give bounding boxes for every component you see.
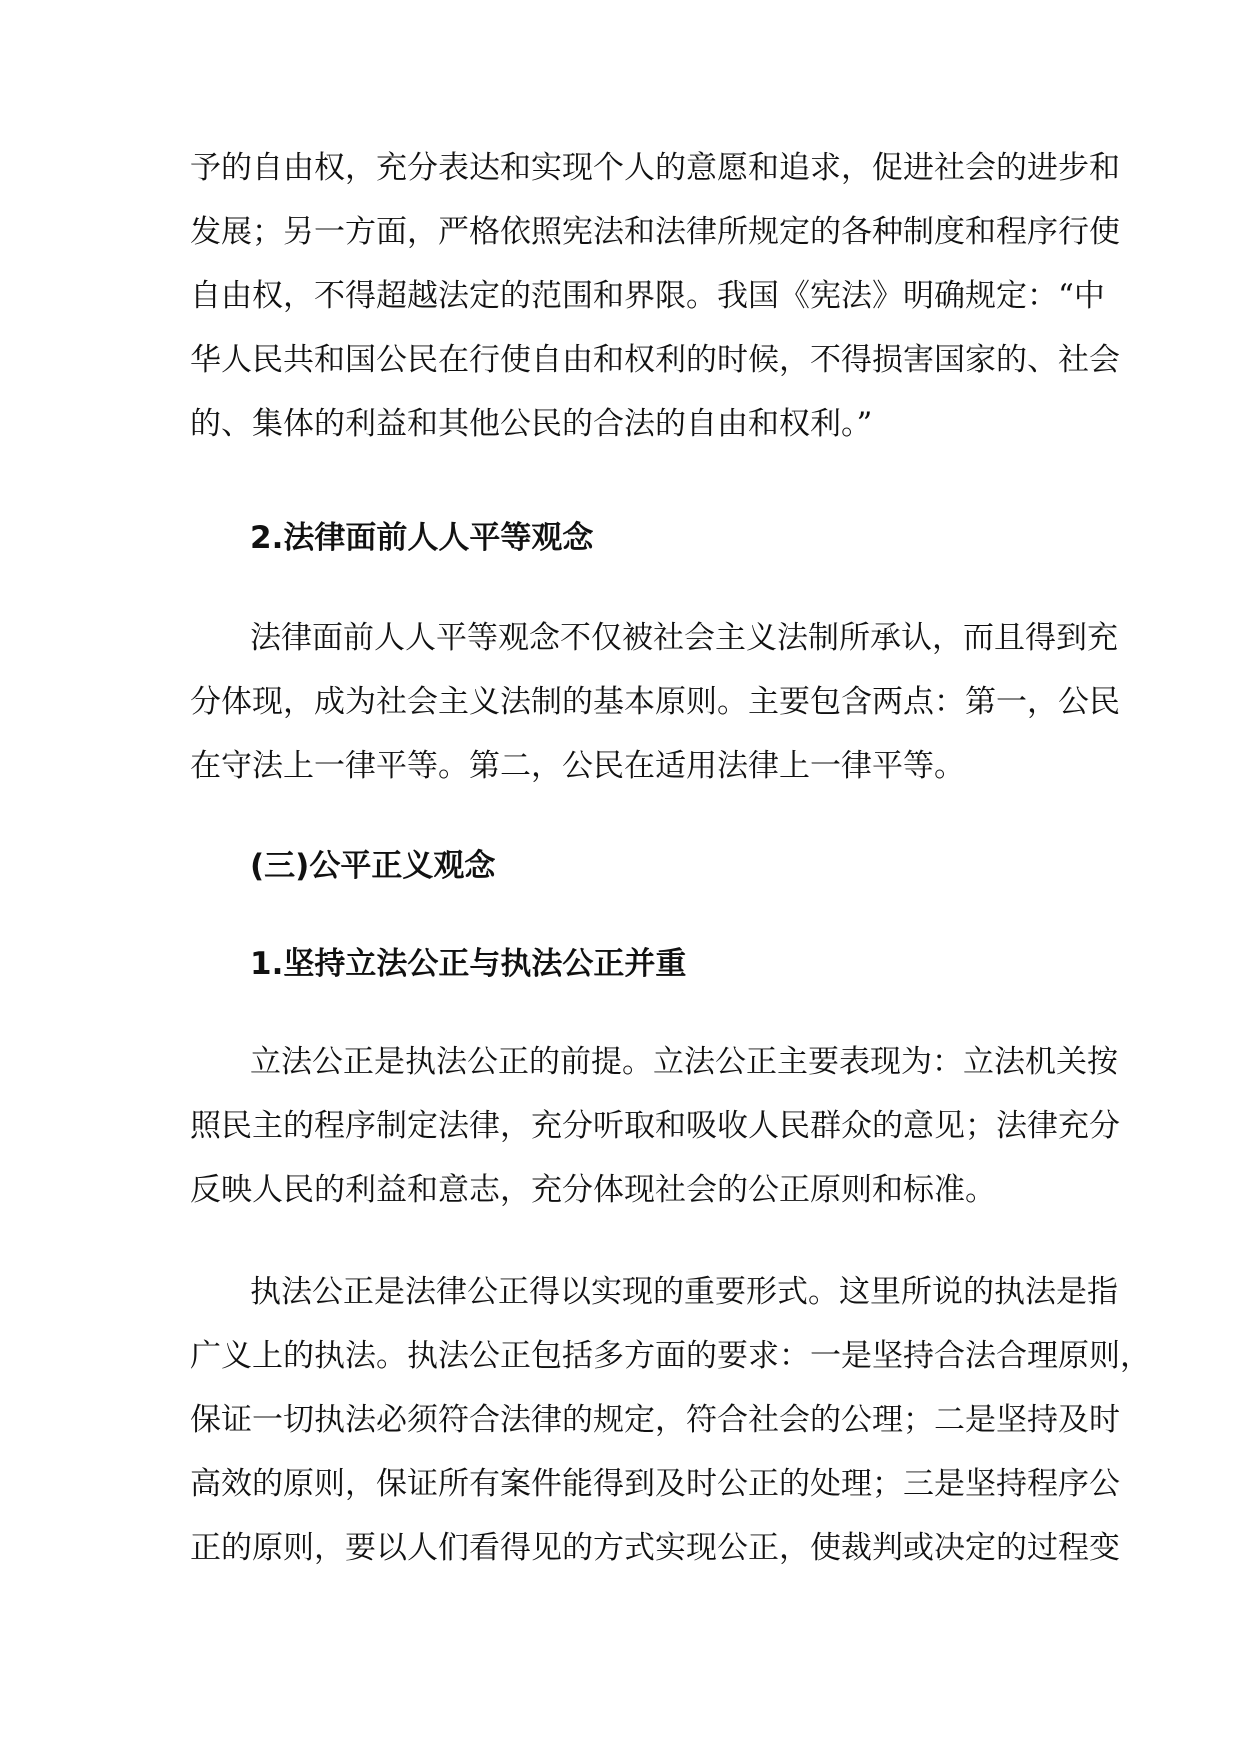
paragraph-line: 分体现，成为社会主义法制的基本原则。主要包含两点：第一，公民	[190, 684, 1120, 720]
paragraph-line: 反映人民的利益和意志，充分体现社会的公正原则和标准。	[190, 1172, 996, 1208]
paragraph-line: 正的原则，要以人们看得见的方式实现公正，使裁判或决定的过程变	[190, 1530, 1120, 1566]
paragraph-line: 广义上的执法。执法公正包括多方面的要求：一是坚持合法合理原则，	[190, 1338, 1151, 1374]
paragraph-line: 在守法上一律平等。第二，公民在适用法律上一律平等。	[190, 748, 965, 784]
section-heading: (三)公平正义观念	[250, 848, 496, 884]
paragraph-line: 立法公正是执法公正的前提。立法公正主要表现为：立法机关按	[250, 1044, 1118, 1080]
paragraph-line: 发展；另一方面，严格依照宪法和法律所规定的各种制度和程序行使	[190, 214, 1120, 250]
paragraph-line: 执法公正是法律公正得以实现的重要形式。这里所说的执法是指	[250, 1274, 1118, 1310]
paragraph-line: 予的自由权，充分表达和实现个人的意愿和追求，促进社会的进步和	[190, 150, 1120, 186]
paragraph-line: 高效的原则，保证所有案件能得到及时公正的处理；三是坚持程序公	[190, 1466, 1120, 1502]
paragraph-line: 保证一切执法必须符合法律的规定，符合社会的公理；二是坚持及时	[190, 1402, 1120, 1438]
paragraph-line: 法律面前人人平等观念不仅被社会主义法制所承认，而且得到充	[250, 620, 1118, 656]
paragraph-line: 自由权，不得超越法定的范围和界限。我国《宪法》明确规定：“中	[190, 278, 1105, 314]
paragraph-line: 华人民共和国公民在行使自由和权利的时候，不得损害国家的、社会	[190, 342, 1120, 378]
paragraph-line: 的、集体的利益和其他公民的合法的自由和权利。”	[190, 406, 873, 442]
paragraph-line: 照民主的程序制定法律，充分听取和吸收人民群众的意见；法律充分	[190, 1108, 1120, 1144]
section-heading: 2.法律面前人人平等观念	[250, 520, 594, 556]
section-heading: 1.坚持立法公正与执法公正并重	[250, 946, 687, 982]
